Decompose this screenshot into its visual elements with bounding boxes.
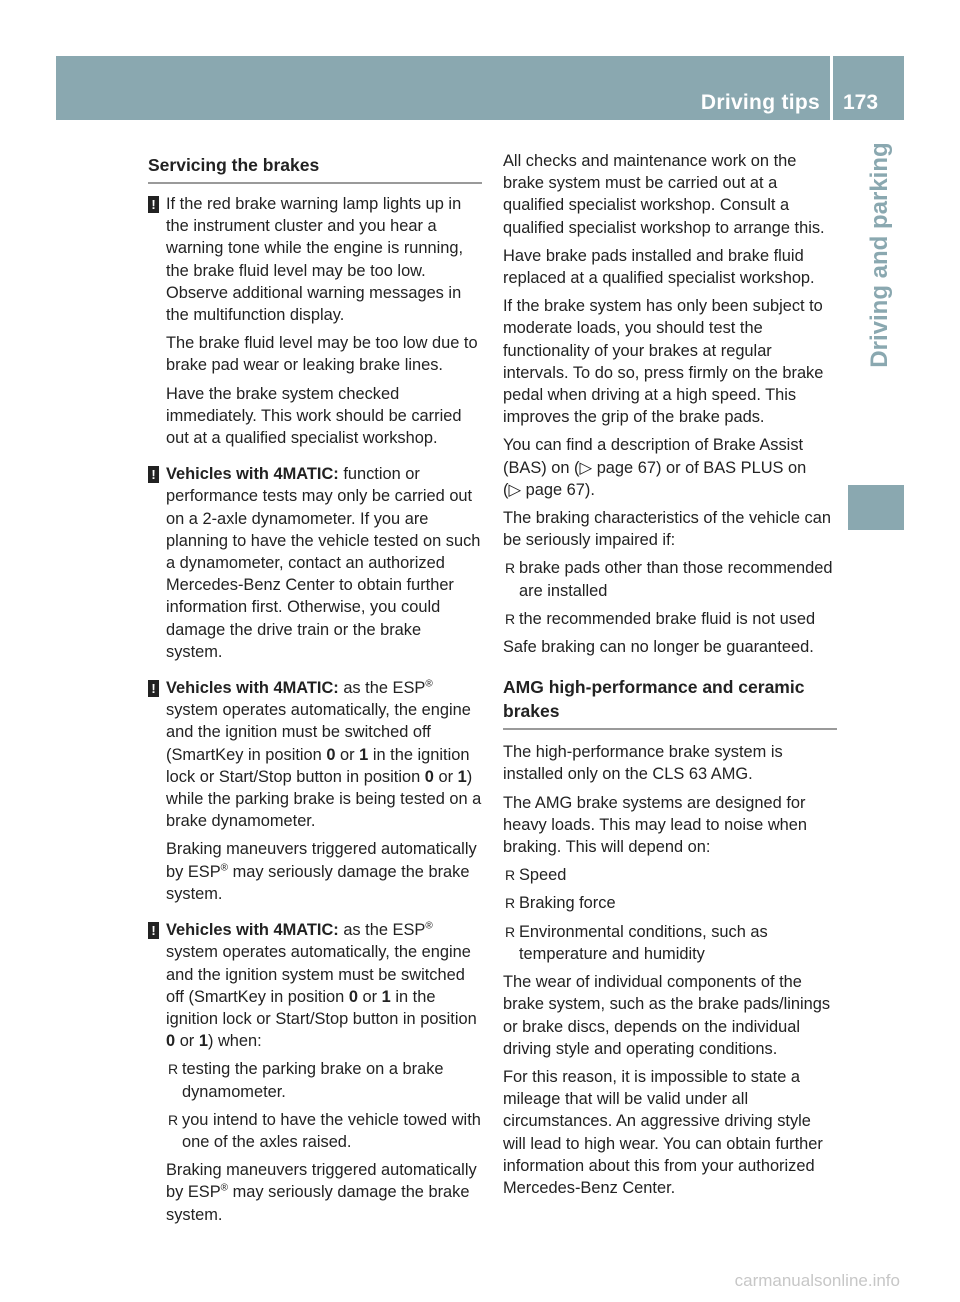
text: Braking maneuvers triggered automatically by ESP (166, 1161, 477, 1202)
paragraph: The braking characteristics of the vehicle can be seriously impaired if: (503, 509, 831, 550)
heading-servicing-brakes: Servicing the brakes (148, 150, 482, 184)
notice-brake-warning (148, 193, 482, 449)
bullet-icon: R (505, 867, 516, 884)
text: system operates automatically, the engine and the ignition must be switched off (SmartKey in position (166, 701, 471, 764)
key-position: 1 (198, 1032, 208, 1051)
paragraph: For this reason, it is impossible to state a mileage that will be valid under all circumstances. An aggressive driving style will lead to high wear. You can obtain further information about this from your authorized Mercedes-Benz Center. (503, 1067, 823, 1197)
text: ). (584, 480, 595, 499)
bullet-icon: R (505, 895, 516, 912)
bold-label: Vehicles with 4MATIC: (166, 465, 339, 484)
notice-4matic-esp-towing (148, 919, 482, 1226)
paragraph: The high-performance brake system is installed only on the CLS 63 AMG. (503, 743, 783, 784)
text: may seriously damage the brake system. (166, 862, 470, 903)
registered-mark: ® (220, 1182, 229, 1194)
list-item (503, 557, 837, 601)
page-number: 173 (843, 91, 879, 114)
bold-label: Vehicles with 4MATIC: (166, 921, 339, 940)
warning-icon: ! (148, 466, 159, 483)
bold-label: Vehicles with 4MATIC: (166, 679, 339, 698)
key-position: 0 (166, 1032, 176, 1051)
paragraph: The brake fluid level may be too low due to brake pad wear or leaking brake lines. (166, 334, 478, 375)
bullet-icon: R (505, 560, 516, 577)
paragraph (503, 434, 837, 501)
paragraph: If the brake system has only been subject to moderate loads, you should test the functionality of your brakes at regular intervals. To do so, press firmly on the brake pedal when driving at a high speed. This improves the grip of the brake pads. (503, 297, 824, 427)
page-link[interactable]: page 67 (596, 458, 656, 477)
list-item (503, 921, 837, 965)
section-title: Driving tips (700, 91, 820, 114)
heading-amg-brakes: AMG high-performance and ceramic brakes (503, 672, 837, 730)
text: the recommended brake fluid is not used (519, 609, 816, 628)
registered-mark: ® (425, 920, 433, 932)
list-item (166, 1109, 482, 1153)
watermark: carmanualsonline.info (734, 1271, 900, 1290)
text: ) when: (207, 1032, 262, 1051)
text: or (438, 767, 454, 786)
side-tab-label: Driving and parking (866, 142, 893, 368)
text: as the ESP (343, 679, 426, 698)
text: or (179, 1032, 195, 1051)
paragraph (166, 1159, 482, 1226)
text: or (340, 745, 355, 764)
text: Braking maneuvers triggered automatically by ESP (166, 840, 477, 881)
page-ref-icon: ▷ (508, 480, 522, 499)
left-column (148, 150, 482, 1240)
text: Braking force (519, 894, 616, 913)
key-position: 1 (457, 767, 467, 786)
paragraph: Have brake pads installed and brake fluid replaced at a qualified specialist workshop. (503, 246, 815, 288)
notice-4matic-esp-testing (148, 677, 482, 905)
list-item (503, 892, 837, 914)
bullet-icon: R (168, 1061, 179, 1078)
text: function or performance tests may only be carried out on a 2-axle dynamometer. If you are planning to have the vehicle tested on such a dynamometer, contact an authorized Mercedes-Benz Center to obtain further information first. Otherwise, you could damage the drive train or the brake system. (166, 465, 481, 661)
text: testing the parking brake on a brake dynamometer. (182, 1060, 444, 1101)
paragraph (166, 677, 482, 832)
bullet-icon: R (505, 923, 516, 940)
notice-4matic-dynamometer (148, 463, 482, 663)
paragraph: Safe braking can no longer be guaranteed. (503, 638, 814, 657)
paragraph: If the red brake warning lamp lights up in the instrument cluster and you hear a warning tone while the engine is running, the brake fluid level may be too low. Observe additional warning messages in the multifunction display. (166, 195, 464, 325)
key-position: 1 (381, 987, 391, 1006)
paragraph: All checks and maintenance work on the brake system must be carried out at a qualified specialist workshop. Consult a qualified specialist workshop to arrange this. (503, 152, 825, 237)
text: You can find a description of Brake Assist (BAS) on ( (503, 436, 804, 477)
key-position: 0 (424, 767, 434, 786)
header-separator (830, 56, 833, 120)
page-link[interactable]: page 67 (525, 480, 585, 499)
registered-mark: ® (220, 862, 229, 874)
warning-icon: ! (148, 196, 159, 213)
right-column (503, 150, 837, 1205)
paragraph: Have the brake system checked immediately. This work should be carried out at a qualified specialist workshop. (166, 384, 462, 448)
text: system operates automatically, the engine and the ignition system must be switched off (SmartKey in position (166, 943, 471, 1006)
warning-icon: ! (148, 680, 159, 697)
text: brake pads other than those recommended are installed (519, 559, 833, 600)
text: in the ignition lock or Start/Stop button in position (166, 987, 477, 1028)
side-tab-marker (848, 485, 904, 530)
list-item (503, 864, 837, 886)
text: ( (503, 480, 509, 499)
bullet-icon: R (168, 1111, 179, 1128)
text: or (362, 987, 378, 1006)
text: may seriously damage the brake system. (166, 1183, 470, 1224)
key-position: 0 (348, 987, 358, 1006)
paragraph (166, 463, 482, 663)
bullet-icon: R (505, 610, 516, 627)
paragraph (166, 838, 482, 905)
paragraph (166, 919, 482, 1052)
text: in the ignition lock or Start/Stop button in position (166, 745, 470, 786)
text: Speed (519, 866, 567, 885)
paragraph: The wear of individual components of the brake system, such as the brake pads/linings or brake discs, depends on the individual driving style and operating conditions. (503, 973, 831, 1058)
key-position: 1 (359, 745, 369, 764)
text: you intend to have the vehicle towed with one of the axles raised. (182, 1110, 481, 1151)
key-position: 0 (326, 745, 336, 764)
paragraph: The AMG brake systems are designed for heavy loads. This may lead to noise when braking. This will depend on: (503, 793, 808, 857)
text: ) while the parking brake is being tested on a brake dynamometer. (166, 767, 482, 831)
list-item (503, 608, 837, 630)
page-ref-icon: ▷ (579, 458, 593, 477)
text: ) or of BAS PLUS on (655, 458, 807, 477)
registered-mark: ® (425, 678, 433, 690)
text: as the ESP (343, 921, 426, 940)
text: Environmental conditions, such as temperature and humidity (519, 922, 768, 963)
warning-icon: ! (148, 922, 159, 939)
list-item (166, 1058, 482, 1102)
